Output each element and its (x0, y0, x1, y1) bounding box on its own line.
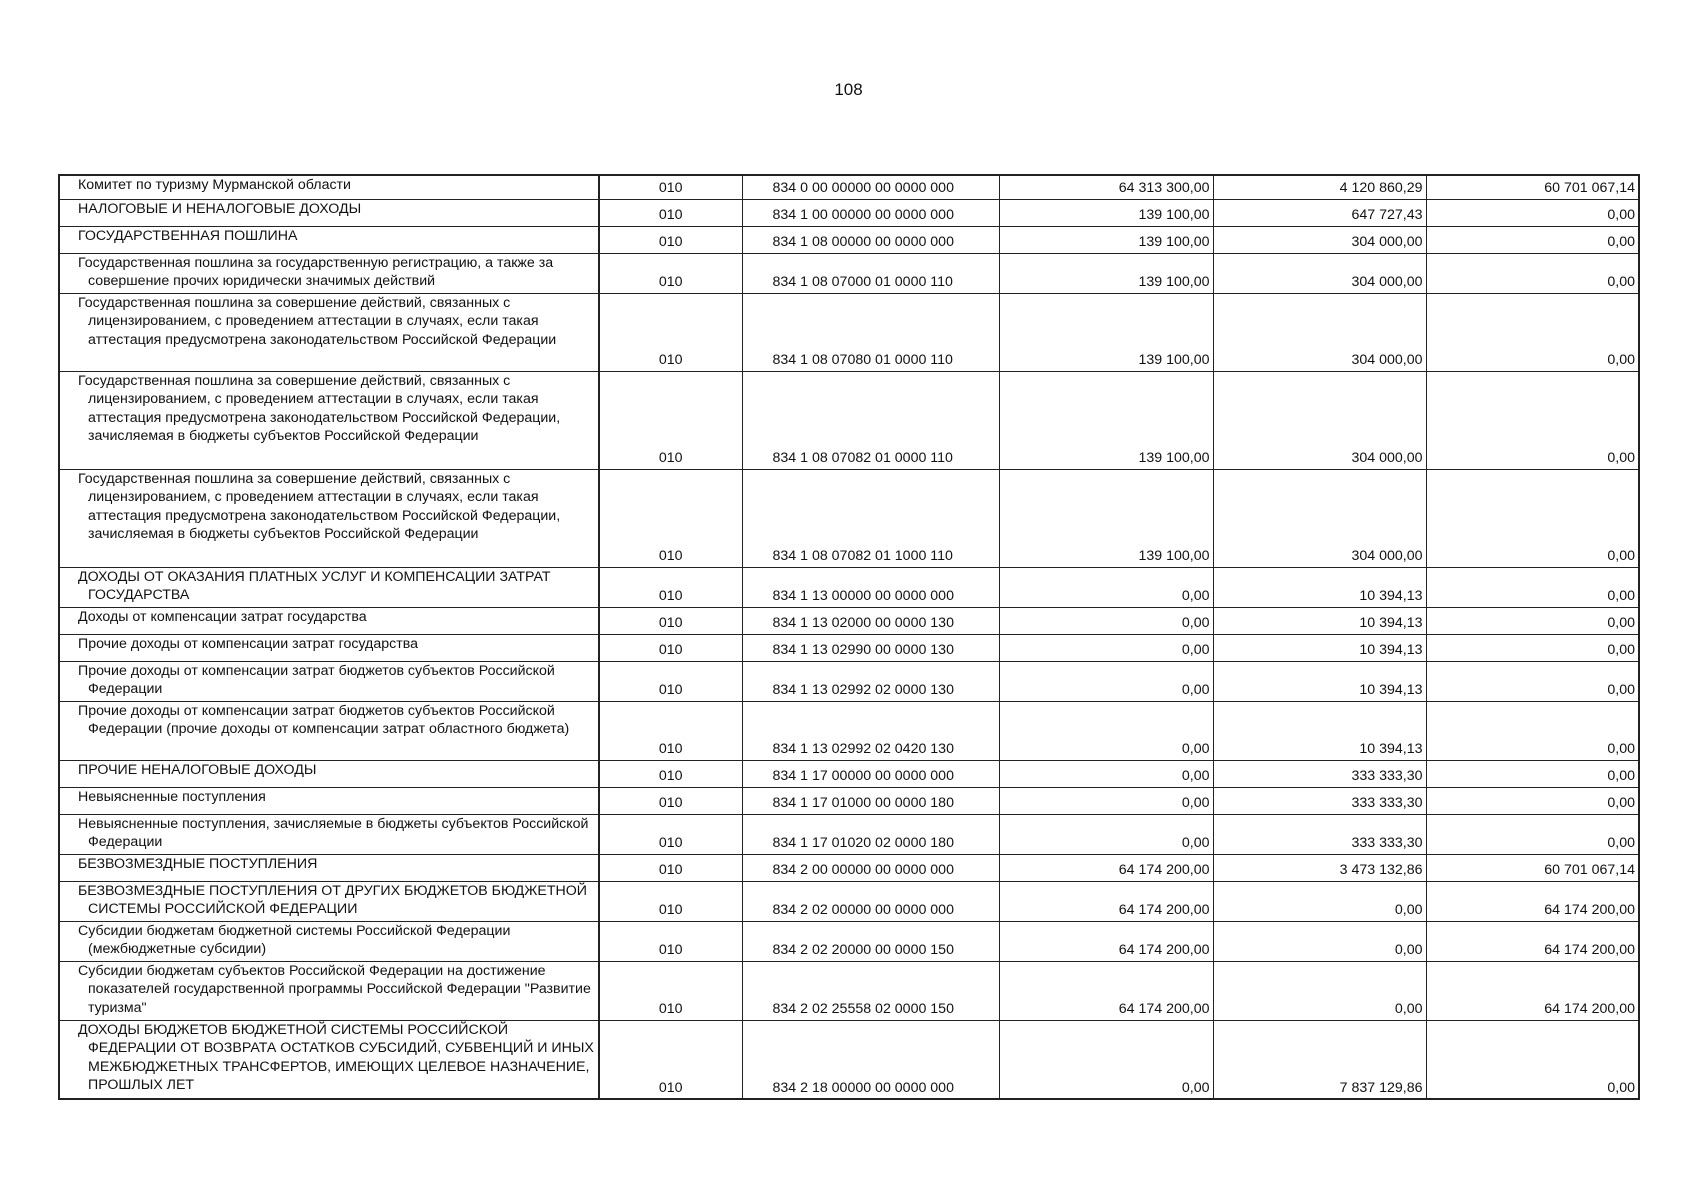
row-plan-cell: 0,00 (999, 701, 1213, 760)
row-rest-cell: 0,00 (1426, 371, 1639, 469)
row-kbk-cell: 834 1 13 02992 02 0000 130 (742, 661, 999, 701)
row-rest-cell: 60 701 067,14 (1426, 175, 1639, 199)
row-name-cell: Комитет по туризму Мурманской области (59, 175, 599, 199)
row-code-cell: 010 (599, 175, 742, 199)
row-plan-cell: 139 100,00 (999, 226, 1213, 253)
row-plan-cell: 64 174 200,00 (999, 921, 1213, 961)
row-code-cell: 010 (599, 661, 742, 701)
table-row (59, 634, 1639, 661)
row-code-cell: 010 (599, 921, 742, 961)
row-kbk-cell: 834 1 08 07080 01 0000 110 (742, 293, 999, 371)
row-fact-cell: 10 394,13 (1213, 634, 1426, 661)
row-rest-cell: 64 174 200,00 (1426, 921, 1639, 961)
table-row (59, 607, 1639, 634)
row-fact-cell: 10 394,13 (1213, 661, 1426, 701)
row-code-cell: 010 (599, 701, 742, 760)
row-fact-cell: 0,00 (1213, 921, 1426, 961)
row-fact-cell: 333 333,30 (1213, 787, 1426, 814)
row-rest-cell: 0,00 (1426, 1020, 1639, 1099)
row-code-cell: 010 (599, 787, 742, 814)
row-fact-cell: 10 394,13 (1213, 701, 1426, 760)
row-fact-cell: 333 333,30 (1213, 814, 1426, 854)
row-code-cell: 010 (599, 253, 742, 293)
table-row (59, 469, 1639, 567)
row-name-cell: Прочие доходы от компенсации затрат бюджетов субъектов Российской Федерации (59, 661, 599, 701)
row-name-cell: ПРОЧИЕ НЕНАЛОГОВЫЕ ДОХОДЫ (59, 760, 599, 787)
row-kbk-cell: 834 1 17 01000 00 0000 180 (742, 787, 999, 814)
row-fact-cell: 304 000,00 (1213, 253, 1426, 293)
row-name-cell: Невыясненные поступления (59, 787, 599, 814)
row-name-cell: Доходы от компенсации затрат государства (59, 607, 599, 634)
row-fact-cell: 304 000,00 (1213, 293, 1426, 371)
row-name-cell: ДОХОДЫ БЮДЖЕТОВ БЮДЖЕТНОЙ СИСТЕМЫ РОССИЙСКОЙ ФЕДЕРАЦИИ ОТ ВОЗВРАТА ОСТАТКОВ СУБСИДИЙ, СУБВЕНЦИЙ И ИНЫХ МЕЖБЮДЖЕТНЫХ ТРАНСФЕРТОВ, ИМЕЮЩИХ ЦЕЛЕВОЕ НАЗНАЧЕНИЕ, ПРОШЛЫХ ЛЕТ (59, 1020, 599, 1099)
row-rest-cell: 0,00 (1426, 293, 1639, 371)
row-code-cell: 010 (599, 607, 742, 634)
row-rest-cell: 0,00 (1426, 567, 1639, 607)
row-fact-cell: 3 473 132,86 (1213, 854, 1426, 881)
row-kbk-cell: 834 2 18 00000 00 0000 000 (742, 1020, 999, 1099)
row-kbk-cell: 834 1 17 01020 02 0000 180 (742, 814, 999, 854)
row-fact-cell: 647 727,43 (1213, 199, 1426, 226)
row-rest-cell: 0,00 (1426, 787, 1639, 814)
row-fact-cell: 0,00 (1213, 881, 1426, 921)
row-code-cell: 010 (599, 1020, 742, 1099)
row-plan-cell: 0,00 (999, 634, 1213, 661)
row-rest-cell: 60 701 067,14 (1426, 854, 1639, 881)
table-row (59, 226, 1639, 253)
row-rest-cell: 64 174 200,00 (1426, 881, 1639, 921)
row-kbk-cell: 834 1 08 00000 00 0000 000 (742, 226, 999, 253)
row-fact-cell: 304 000,00 (1213, 226, 1426, 253)
row-plan-cell: 64 174 200,00 (999, 881, 1213, 921)
row-name-cell: Государственная пошлина за совершение действий, связанных с лицензированием, с проведением аттестации в случаях, если такая аттестация предусмотрена законодательством Российской Федерации, зачисляемая в бюджеты субъектов Российской Федерации (59, 371, 599, 469)
row-fact-cell: 7 837 129,86 (1213, 1020, 1426, 1099)
row-name-cell: Государственная пошлина за совершение действий, связанных с лицензированием, с проведением аттестации в случаях, если такая аттестация предусмотрена законодательством Российской Федерации (59, 293, 599, 371)
row-kbk-cell: 834 2 02 00000 00 0000 000 (742, 881, 999, 921)
row-fact-cell: 4 120 860,29 (1213, 175, 1426, 199)
row-kbk-cell: 834 1 17 00000 00 0000 000 (742, 760, 999, 787)
row-code-cell: 010 (599, 854, 742, 881)
table-row (59, 760, 1639, 787)
row-plan-cell: 0,00 (999, 1020, 1213, 1099)
row-name-cell: Прочие доходы от компенсации затрат бюджетов субъектов Российской Федерации (прочие доходы от компенсации затрат областного бюджета) (59, 701, 599, 760)
row-name-cell: Субсидии бюджетам субъектов Российской Федерации на достижение показателей государственной программы Российской Федерации "Развитие туризма" (59, 961, 599, 1020)
row-plan-cell: 0,00 (999, 567, 1213, 607)
row-code-cell: 010 (599, 760, 742, 787)
row-kbk-cell: 834 1 13 02990 00 0000 130 (742, 634, 999, 661)
row-fact-cell: 10 394,13 (1213, 607, 1426, 634)
row-kbk-cell: 834 2 00 00000 00 0000 000 (742, 854, 999, 881)
table-row (59, 253, 1639, 293)
table-row (59, 814, 1639, 854)
row-code-cell: 010 (599, 293, 742, 371)
row-name-cell: ГОСУДАРСТВЕННАЯ ПОШЛИНА (59, 226, 599, 253)
row-kbk-cell: 834 1 08 07082 01 0000 110 (742, 371, 999, 469)
row-code-cell: 010 (599, 961, 742, 1020)
row-rest-cell: 0,00 (1426, 701, 1639, 760)
row-name-cell: Субсидии бюджетам бюджетной системы Российской Федерации (межбюджетные субсидии) (59, 921, 599, 961)
row-code-cell: 010 (599, 881, 742, 921)
table-row (59, 921, 1639, 961)
row-plan-cell: 0,00 (999, 787, 1213, 814)
row-rest-cell: 0,00 (1426, 661, 1639, 701)
row-code-cell: 010 (599, 226, 742, 253)
row-name-cell: Невыясненные поступления, зачисляемые в бюджеты субъектов Российской Федерации (59, 814, 599, 854)
row-plan-cell: 139 100,00 (999, 199, 1213, 226)
table-row (59, 1020, 1639, 1099)
row-rest-cell: 0,00 (1426, 253, 1639, 293)
row-plan-cell: 139 100,00 (999, 469, 1213, 567)
row-plan-cell: 64 174 200,00 (999, 854, 1213, 881)
row-rest-cell: 0,00 (1426, 634, 1639, 661)
row-plan-cell: 64 174 200,00 (999, 961, 1213, 1020)
row-rest-cell: 0,00 (1426, 199, 1639, 226)
row-kbk-cell: 834 1 08 07000 01 0000 110 (742, 253, 999, 293)
row-plan-cell: 139 100,00 (999, 253, 1213, 293)
row-rest-cell: 0,00 (1426, 760, 1639, 787)
row-name-cell: Государственная пошлина за государственную регистрацию, а также за совершение прочих юридически значимых действий (59, 253, 599, 293)
table-row (59, 961, 1639, 1020)
row-code-cell: 010 (599, 814, 742, 854)
row-code-cell: 010 (599, 469, 742, 567)
page-number: 108 (834, 80, 863, 99)
table-row (59, 175, 1639, 199)
row-kbk-cell: 834 1 13 00000 00 0000 000 (742, 567, 999, 607)
row-rest-cell: 0,00 (1426, 814, 1639, 854)
row-fact-cell: 10 394,13 (1213, 567, 1426, 607)
row-kbk-cell: 834 1 00 00000 00 0000 000 (742, 199, 999, 226)
table-row (59, 787, 1639, 814)
row-rest-cell: 64 174 200,00 (1426, 961, 1639, 1020)
row-plan-cell: 0,00 (999, 607, 1213, 634)
table-row (59, 371, 1639, 469)
row-name-cell: НАЛОГОВЫЕ И НЕНАЛОГОВЫЕ ДОХОДЫ (59, 199, 599, 226)
row-name-cell: Прочие доходы от компенсации затрат государства (59, 634, 599, 661)
row-kbk-cell: 834 1 13 02992 02 0420 130 (742, 701, 999, 760)
row-code-cell: 010 (599, 199, 742, 226)
row-plan-cell: 0,00 (999, 760, 1213, 787)
row-fact-cell: 304 000,00 (1213, 371, 1426, 469)
row-plan-cell: 64 313 300,00 (999, 175, 1213, 199)
row-name-cell: Государственная пошлина за совершение действий, связанных с лицензированием, с проведением аттестации в случаях, если такая аттестация предусмотрена законодательством Российской Федерации, зачисляемая в бюджеты субъектов Российской Федерации (59, 469, 599, 567)
table-row (59, 293, 1639, 371)
table-row (59, 854, 1639, 881)
row-name-cell: БЕЗВОЗМЕЗДНЫЕ ПОСТУПЛЕНИЯ (59, 854, 599, 881)
row-name-cell: БЕЗВОЗМЕЗДНЫЕ ПОСТУПЛЕНИЯ ОТ ДРУГИХ БЮДЖЕТОВ БЮДЖЕТНОЙ СИСТЕМЫ РОССИЙСКОЙ ФЕДЕРАЦИИ (59, 881, 599, 921)
table-row (59, 661, 1639, 701)
table-row (59, 567, 1639, 607)
row-fact-cell: 0,00 (1213, 961, 1426, 1020)
row-fact-cell: 333 333,30 (1213, 760, 1426, 787)
row-kbk-cell: 834 2 02 25558 02 0000 150 (742, 961, 999, 1020)
row-kbk-cell: 834 2 02 20000 00 0000 150 (742, 921, 999, 961)
table-row (59, 701, 1639, 760)
row-code-cell: 010 (599, 567, 742, 607)
row-plan-cell: 0,00 (999, 661, 1213, 701)
row-kbk-cell: 834 1 08 07082 01 1000 110 (742, 469, 999, 567)
row-fact-cell: 304 000,00 (1213, 469, 1426, 567)
row-plan-cell: 139 100,00 (999, 371, 1213, 469)
row-name-cell: ДОХОДЫ ОТ ОКАЗАНИЯ ПЛАТНЫХ УСЛУГ И КОМПЕНСАЦИИ ЗАТРАТ ГОСУДАРСТВА (59, 567, 599, 607)
revenue-table (58, 174, 1640, 1100)
table-row (59, 881, 1639, 921)
row-kbk-cell: 834 1 13 02000 00 0000 130 (742, 607, 999, 634)
row-rest-cell: 0,00 (1426, 226, 1639, 253)
row-plan-cell: 139 100,00 (999, 293, 1213, 371)
row-rest-cell: 0,00 (1426, 469, 1639, 567)
table-row (59, 199, 1639, 226)
row-rest-cell: 0,00 (1426, 607, 1639, 634)
row-code-cell: 010 (599, 371, 742, 469)
row-plan-cell: 0,00 (999, 814, 1213, 854)
row-kbk-cell: 834 0 00 00000 00 0000 000 (742, 175, 999, 199)
row-code-cell: 010 (599, 634, 742, 661)
